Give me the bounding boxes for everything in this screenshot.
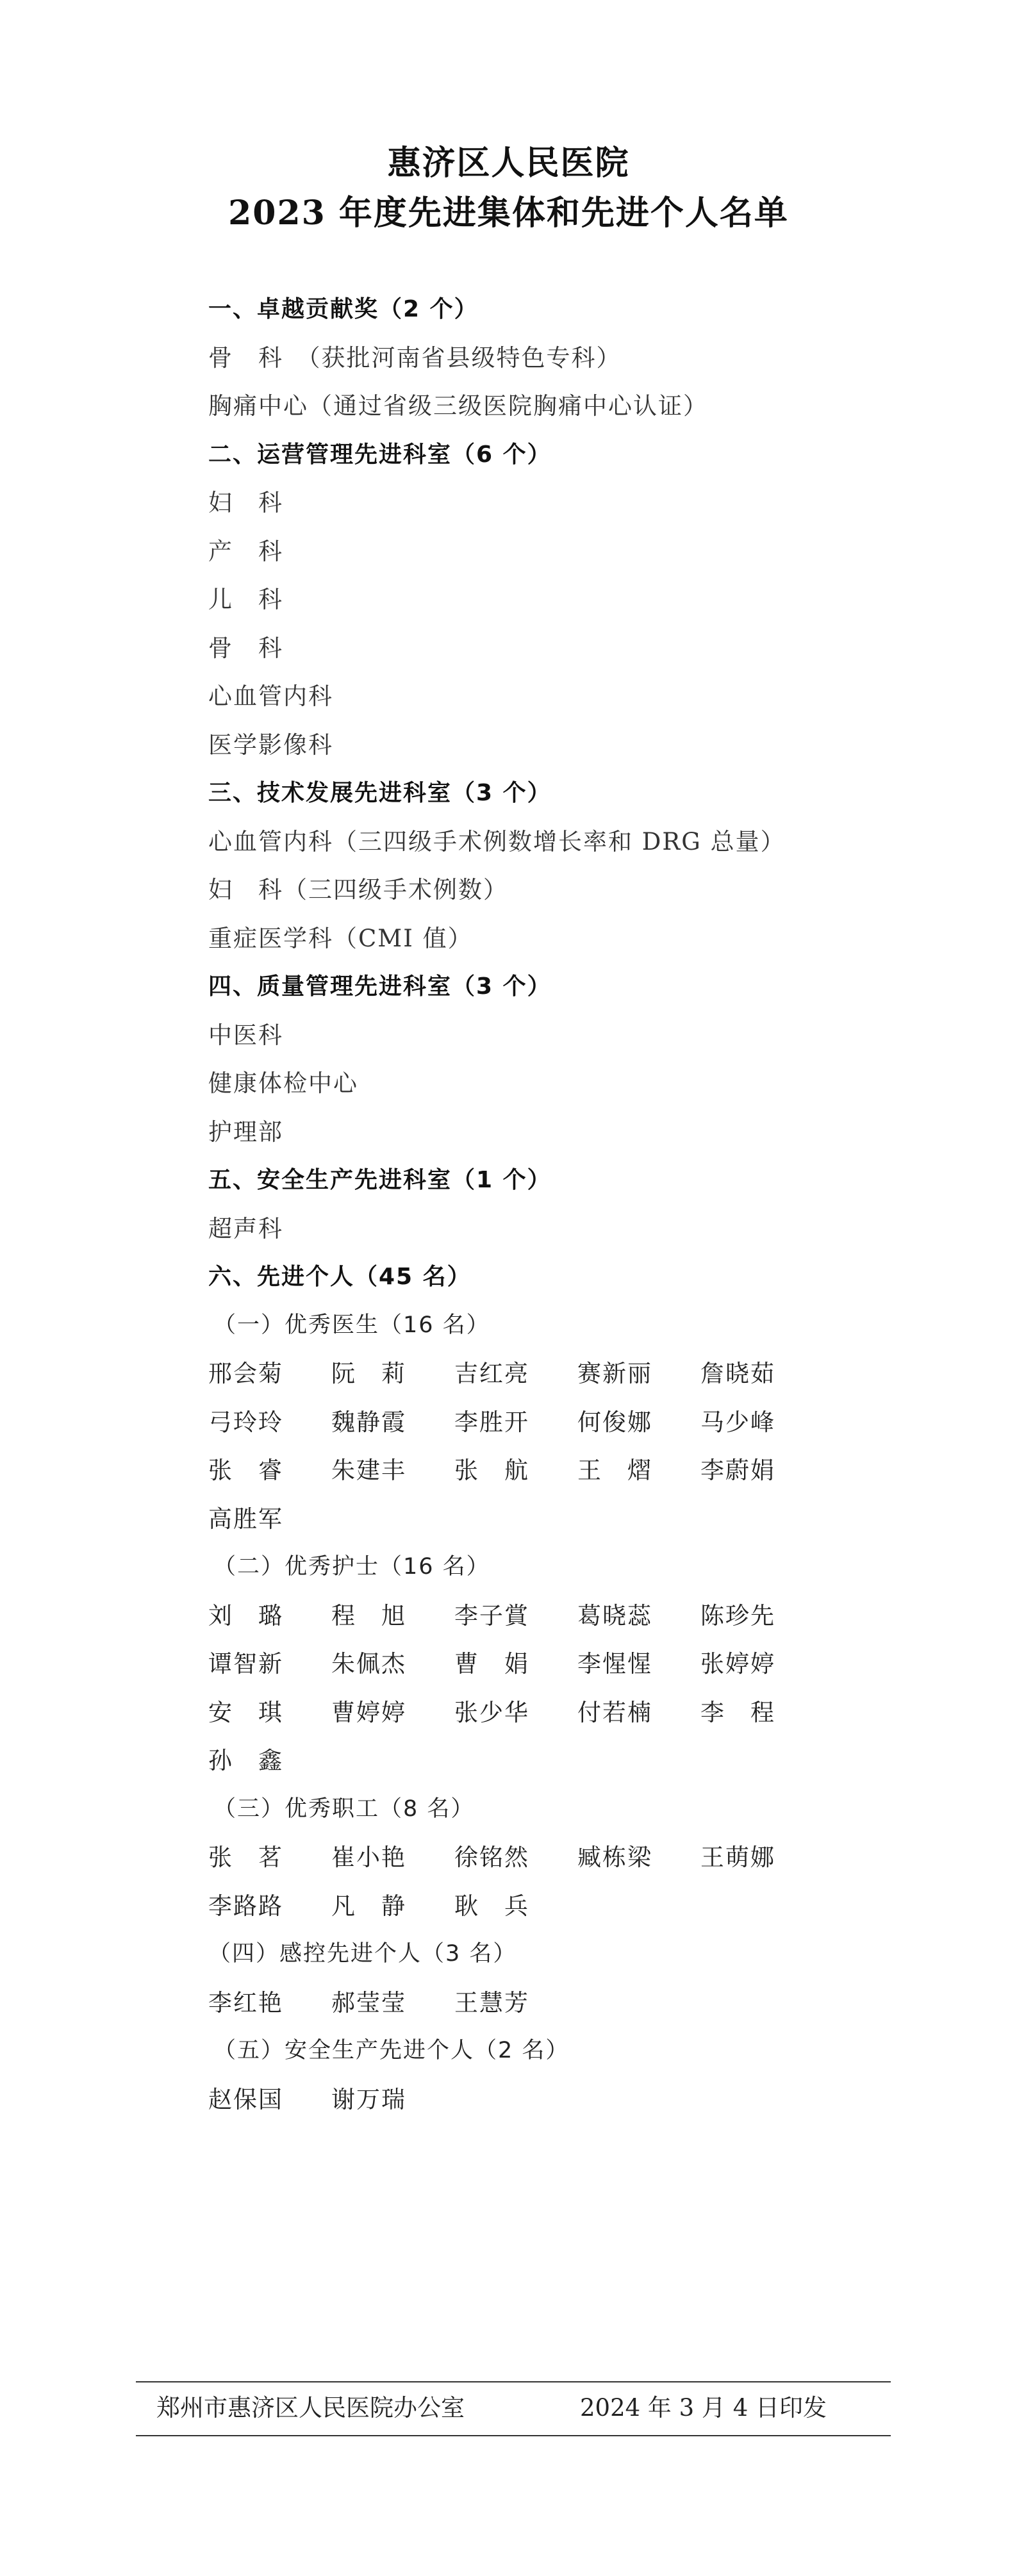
list-item: 妇 科 xyxy=(208,489,283,516)
list-item: 超声科 xyxy=(208,1214,283,1243)
names-row xyxy=(208,1592,881,1640)
person-name: 臧栋梁 xyxy=(577,1844,652,1871)
person-name: 曹婷婷 xyxy=(331,1698,406,1726)
person-name: 赵保国 xyxy=(208,2085,283,2113)
person-name: 郝莹莹 xyxy=(331,1988,406,2017)
person-name: 赛新丽 xyxy=(577,1360,652,1387)
person-name: 张少华 xyxy=(454,1698,529,1726)
person-name: 马少峰 xyxy=(700,1408,775,1436)
person-name: 邢会菊 xyxy=(208,1360,283,1387)
names-row xyxy=(208,1398,881,1447)
list-item: 健康体检中心 xyxy=(208,1069,358,1097)
person-name: 朱佩杰 xyxy=(331,1650,406,1678)
subsection-label-nurses: （二）优秀护士（16 名） xyxy=(213,1554,490,1580)
names-row xyxy=(208,1979,881,2027)
person-name: 吉红亮 xyxy=(454,1360,529,1387)
person-name: 葛晓蕊 xyxy=(577,1601,652,1630)
names-row xyxy=(208,1350,881,1398)
document-title-hospital: 惠济区人民医院 xyxy=(387,144,630,183)
person-name: 何俊娜 xyxy=(577,1408,652,1436)
person-name: 高胜军 xyxy=(208,1505,283,1533)
person-name: 徐铭然 xyxy=(454,1844,529,1871)
names-row xyxy=(208,1446,881,1495)
person-name: 谭智新 xyxy=(208,1650,283,1678)
person-name: 崔小艳 xyxy=(331,1844,406,1871)
names-row xyxy=(208,1688,881,1737)
list-item: 胸痛中心（通过省级三级医院胸痛中心认证） xyxy=(208,392,708,420)
subsection-label-safety-individuals: （五）安全生产先进个人（2 名） xyxy=(213,2038,570,2063)
list-item: 产 科 xyxy=(208,537,283,565)
person-name: 李 程 xyxy=(700,1698,775,1726)
subsection-label-infection-control: （四）感控先进个人（3 名） xyxy=(208,1941,517,1967)
subsection-label-doctors: （一）优秀医生（16 名） xyxy=(213,1312,490,1338)
person-name: 朱建丰 xyxy=(331,1457,406,1484)
person-name: 曹 娟 xyxy=(454,1650,529,1678)
list-item: 中医科 xyxy=(208,1021,283,1049)
subsection-label-staff: （三）优秀职工（8 名） xyxy=(213,1796,475,1822)
footer-issue-date: 2024 年 3 月 4 日印发 xyxy=(580,2394,827,2422)
person-name: 凡 静 xyxy=(331,1892,406,1920)
person-name: 李红艳 xyxy=(208,1988,283,2017)
person-name: 陈珍先 xyxy=(700,1601,775,1630)
list-item: 心血管内科（三四级手术例数增长率和 DRG 总量） xyxy=(208,827,786,855)
section-heading-safety: 五、安全生产先进科室（1 个） xyxy=(208,1167,552,1193)
document-body xyxy=(208,285,881,2124)
person-name: 王慧芳 xyxy=(454,1988,529,2017)
person-name: 李胜开 xyxy=(454,1408,529,1436)
person-name: 李路路 xyxy=(208,1892,283,1920)
person-name: 安 琪 xyxy=(208,1698,283,1726)
names-row xyxy=(208,1640,881,1688)
list-item: 医学影像科 xyxy=(208,731,333,759)
section-heading-quality: 四、质量管理先进科室（3 个） xyxy=(208,973,552,1000)
person-name: 张 航 xyxy=(454,1457,529,1484)
person-name: 耿 兵 xyxy=(454,1892,529,1920)
list-item: 骨 科 xyxy=(208,634,283,662)
person-name: 李惺惺 xyxy=(577,1650,652,1678)
list-item: 骨 科 （获批河南省县级特色专科） xyxy=(208,343,622,372)
person-name: 弓玲玲 xyxy=(208,1408,283,1436)
list-item: 重症医学科（CMI 值） xyxy=(208,924,473,952)
person-name: 张 茗 xyxy=(208,1844,283,1871)
footer-issuer: 郑州市惠济区人民医院办公室 xyxy=(156,2394,465,2422)
person-name: 张婷婷 xyxy=(700,1650,775,1678)
person-name: 程 旭 xyxy=(331,1601,406,1630)
section-heading-technology: 三、技术发展先进科室（3 个） xyxy=(208,780,552,806)
person-name: 刘 璐 xyxy=(208,1601,283,1630)
names-row xyxy=(208,1833,881,1882)
footer-divider-top xyxy=(136,2381,891,2382)
section-heading-individuals: 六、先进个人（45 名） xyxy=(208,1264,472,1290)
person-name: 付若楠 xyxy=(577,1698,652,1726)
person-name: 王 熠 xyxy=(577,1457,652,1484)
section-heading-excellence-award: 一、卓越贡献奖（2 个） xyxy=(208,296,479,322)
names-row xyxy=(208,1737,881,1785)
list-item: 心血管内科 xyxy=(208,682,333,710)
person-name: 李蔚娟 xyxy=(700,1457,775,1484)
person-name: 李子賞 xyxy=(454,1601,529,1630)
person-name: 张 睿 xyxy=(208,1457,283,1484)
document-title-list: 2023 年度先进集体和先进个人名单 xyxy=(228,194,789,233)
person-name: 魏静霞 xyxy=(331,1408,406,1436)
names-row xyxy=(208,1495,881,1544)
list-item: 妇 科（三四级手术例数） xyxy=(208,876,508,904)
list-item: 护理部 xyxy=(208,1118,283,1146)
person-name: 谢万瑞 xyxy=(331,2085,406,2113)
footer-divider-bottom xyxy=(136,2435,891,2436)
list-item: 儿 科 xyxy=(208,586,283,613)
person-name: 詹晓茹 xyxy=(700,1360,775,1387)
names-row xyxy=(208,2076,881,2124)
section-heading-operations: 二、运营管理先进科室（6 个） xyxy=(208,441,552,468)
names-row xyxy=(208,1882,881,1931)
person-name: 孙 鑫 xyxy=(208,1747,283,1774)
person-name: 阮 莉 xyxy=(331,1360,406,1387)
person-name: 王萌娜 xyxy=(700,1844,775,1871)
